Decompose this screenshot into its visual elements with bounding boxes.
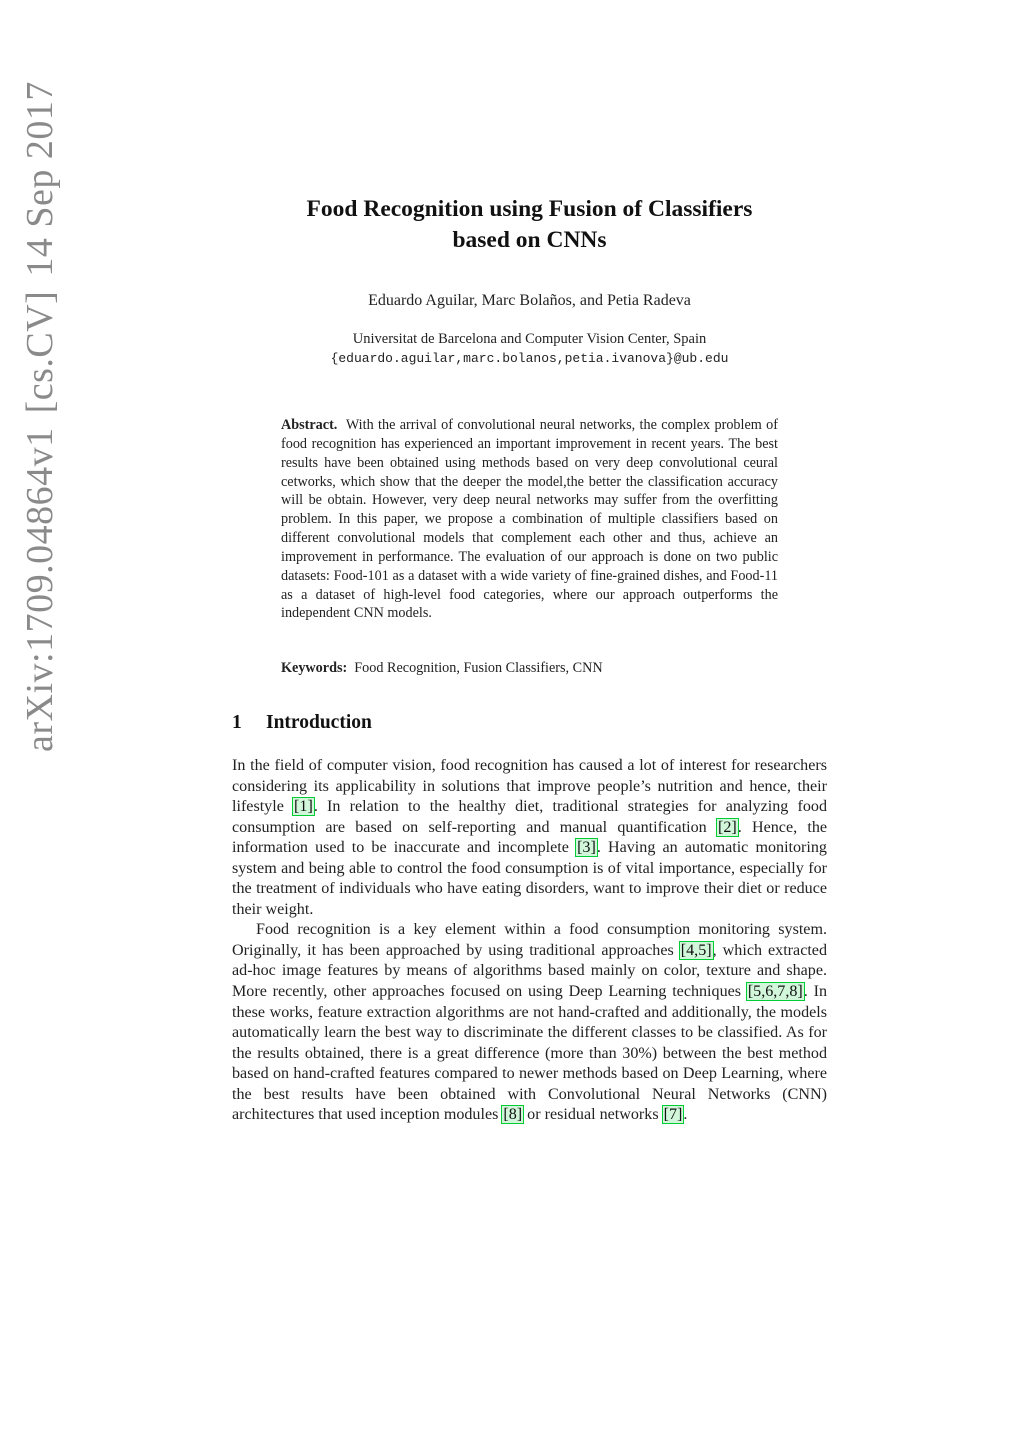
keywords-label: Keywords: xyxy=(281,660,348,676)
arxiv-identifier-stamp xyxy=(10,81,70,752)
text-run: . In these works, feature extraction algorithms are not hand-crafted and additionally, the models automatically learn the best way to discriminate the different classes to be classified. As for the results obtained, there is a great difference (more than 30%) between the best method based on hand-crafted features compared to newer methods based on Deep Learning, where the best results have been obtained with Convolutional Neural Networks (CNN) architectures that used inception modules xyxy=(232,983,828,1124)
abstract xyxy=(281,416,778,623)
title-line-1: Food Recognition using Fusion of Classifiers xyxy=(306,196,753,222)
authors: Eduardo Aguilar, Marc Bolaños, and Petia Radeva xyxy=(368,292,691,309)
arxiv-date: 14 Sep 2017 xyxy=(19,81,61,277)
citation-link[interactable]: [2] xyxy=(717,818,737,836)
arxiv-id: arXiv:1709.04864v1 xyxy=(19,427,61,752)
paper-title xyxy=(232,194,827,256)
text-run: . In relation to the healthy diet, traditional strategies for analyzing food consumption are based on self-reporting and manual quantification xyxy=(232,798,827,836)
abstract-label: Abstract. xyxy=(281,417,338,433)
paragraph-2 xyxy=(232,920,827,1125)
citation-link[interactable]: [4,5] xyxy=(680,941,712,959)
abstract-text: With the arrival of convolutional neural networks, the complex problem of food recognition has experienced an important improvement in recent years. The best results have been obtained using methods based on very deep convolutional ceural cetworks, which show that the deeper the model,the better the classification accuracy will be obtain. However, very deep neural networks may suffer from the overfitting problem. In this paper, we propose a combination of multiple classifiers based on different convolutional models that complement each other and thus, achieve an improvement in performance. The evaluation of our approach is done on two public datasets: Food-101 as a dataset with a wide variety of fine-grained dishes, and Food-11 as a dataset of high-level food categories, where our approach outperforms the independent CNN models. xyxy=(281,417,778,622)
citation-link[interactable]: [5,6,7,8] xyxy=(747,983,803,1001)
author-emails: {eduardo.aguilar,marc.bolanos,petia.ivanova}@ub.edu xyxy=(330,351,729,366)
citation-link[interactable]: [7] xyxy=(663,1106,683,1124)
title-line-2: based on CNNs xyxy=(452,227,607,253)
text-run: In the field of computer vision, food recognition has caused a lot of interest for researchers considering its applicability in solutions that improve people’s nutrition and hence, their lifestyle xyxy=(232,757,827,816)
affiliation-block xyxy=(232,330,827,368)
text-run: . xyxy=(683,1106,688,1124)
text-run: or residual networks xyxy=(523,1106,663,1124)
text-run: Food recognition is a key element within a food consumption monitoring system. Originally, it has been approached by using traditional approaches xyxy=(232,921,827,959)
section-title: Introduction xyxy=(266,712,372,733)
arxiv-category: [cs.CV] xyxy=(19,290,61,414)
keywords xyxy=(281,660,778,677)
citation-link[interactable]: [3] xyxy=(577,839,596,857)
text-run: . Hence, the information used to be inaccurate and incomplete xyxy=(232,818,828,857)
text-run: . Having an automatic monitoring system and being able to control the food consumption is of vital importance, especially for the treatment of individuals who have eating disorders, want to improve their diet or reduce their weight. xyxy=(232,839,827,918)
affiliation: Universitat de Barcelona and Computer Vision Center, Spain xyxy=(352,331,707,347)
introduction-body xyxy=(232,756,827,1126)
section-heading xyxy=(232,712,827,734)
paragraph-1 xyxy=(232,756,827,920)
citation-link[interactable]: [8] xyxy=(503,1106,523,1124)
text-run: , which extracted ad-hoc image features by means of algorithms based mainly on color, texture and shape. More recently, other approaches focused on using Deep Learning techniques xyxy=(232,941,827,1001)
citation-link[interactable]: [1] xyxy=(294,798,313,816)
keywords-text: Food Recognition, Fusion Classifiers, CNN xyxy=(354,660,603,676)
section-number: 1 xyxy=(232,712,242,733)
